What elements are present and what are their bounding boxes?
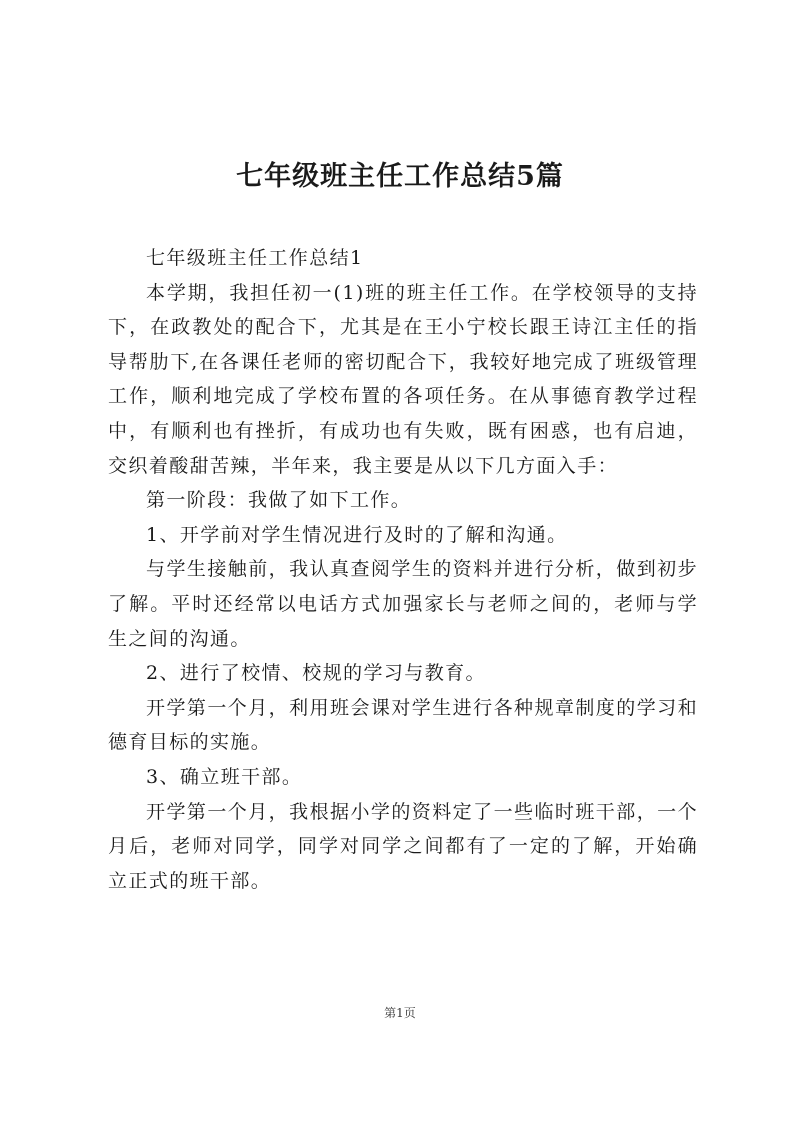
section-heading: 七年级班主任工作总结1 [146, 247, 364, 269]
page-number: 第1页 [384, 1006, 416, 1020]
item-paragraph-1: 与学生接触前，我认真查阅学生的资料并进行分析，做到初步了解。平时还经常以电话方式加强家长与老师之间的，老师与学生之间的沟通。 [108, 558, 698, 650]
document-body [108, 241, 698, 898]
item-paragraph-3: 开学第一个月，我根据小学的资料定了一些临时班干部，一个月后，老师对同学，同学对同学之间都有了一定的了解，开始确立正式的班干部。 [108, 800, 698, 892]
item-paragraph-2: 开学第一个月，利用班会课对学生进行各种规章制度的学习和德育目标的实施。 [108, 696, 698, 754]
item-heading-1: 1、开学前对学生情况进行及时的了解和沟通。 [146, 523, 568, 546]
document-title: 七年级班主任工作总结5篇 [236, 161, 564, 192]
item-heading-2: 2、进行了校情、校规的学习与教育。 [146, 662, 486, 685]
stage-heading: 第一阶段：我做了如下工作。 [146, 489, 412, 512]
intro-paragraph: 本学期，我担任初一(1)班的班主任工作。在学校领导的支持下，在政教处的配合下，尤其是在王小宁校长跟王诗江主任的指导帮肋下,在各课任老师的密切配合下，我较好地完成了班级管理工作，顺利地完成了学校布置的各项任务。在从事德育教学过程中，有顺利也有挫折，有成功也有失败，既有困惑，也有启迪，交织着酸甜苦辣，半年来，我主要是从以下几方面入手： [108, 281, 698, 477]
item-heading-3: 3、确立班干部。 [146, 765, 303, 788]
